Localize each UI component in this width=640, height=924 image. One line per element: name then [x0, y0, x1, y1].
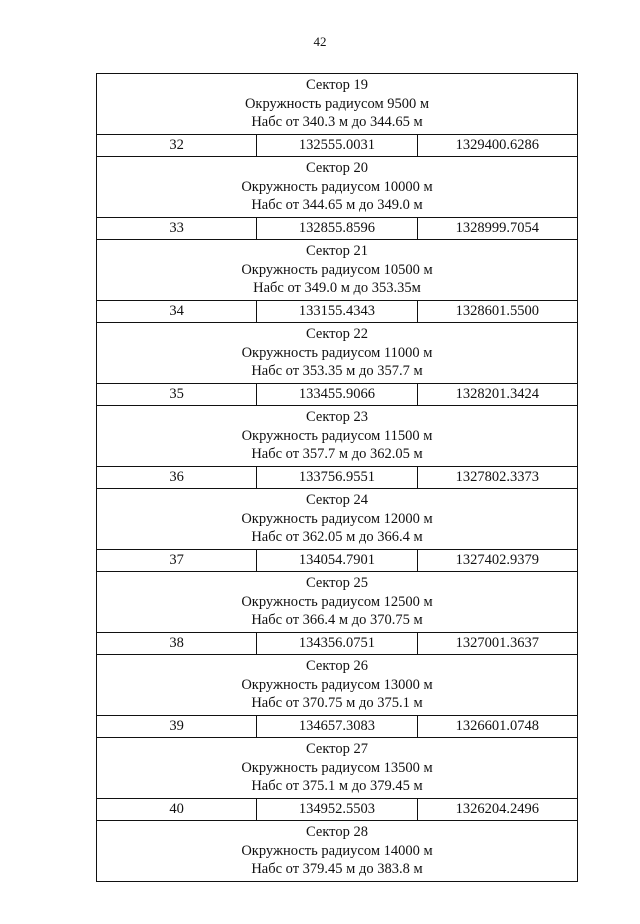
sector-row — [97, 572, 578, 633]
point-row — [97, 218, 578, 240]
point-row — [97, 384, 578, 406]
sector-radius: Окружность радиусом 11500 м — [241, 427, 433, 444]
sector-row — [97, 738, 578, 799]
point-number-cell: 32 — [97, 135, 257, 157]
sector-cell — [97, 406, 578, 467]
coordinates-table — [96, 73, 578, 882]
coordinate-y-cell: 1326601.0748 — [417, 716, 577, 738]
sector-radius: Окружность радиусом 11000 м — [241, 344, 433, 361]
sector-height-range: Набс от 344.65 м до 349.0 м — [251, 197, 423, 214]
sector-radius: Окружность радиусом 12500 м — [241, 593, 433, 610]
sector-cell — [97, 323, 578, 384]
coordinate-x-cell: 134054.7901 — [257, 550, 417, 572]
sector-row — [97, 74, 578, 135]
sector-title: Сектор 26 — [306, 658, 368, 675]
sector-radius: Окружность радиусом 13500 м — [241, 759, 433, 776]
sector-row — [97, 406, 578, 467]
coordinate-y-cell: 1328601.5500 — [417, 301, 577, 323]
sector-height-range: Набс от 370.75 м до 375.1 м — [251, 695, 423, 712]
point-row — [97, 799, 578, 821]
coordinate-y-cell: 1327402.9379 — [417, 550, 577, 572]
sector-radius: Окружность радиусом 10500 м — [241, 261, 433, 278]
sector-radius: Окружность радиусом 9500 м — [244, 95, 430, 112]
sector-title: Сектор 24 — [306, 492, 368, 509]
point-number-cell: 36 — [97, 467, 257, 489]
sector-title: Сектор 23 — [306, 409, 368, 426]
coordinate-x-cell: 134952.5503 — [257, 799, 417, 821]
sector-height-range: Набс от 349.0 м до 353.35м — [253, 280, 421, 297]
sector-cell — [97, 738, 578, 799]
coordinate-y-cell: 1326204.2496 — [417, 799, 577, 821]
sector-cell — [97, 74, 578, 135]
sector-height-range: Набс от 379.45 м до 383.8 м — [251, 861, 423, 878]
coordinate-x-cell: 133756.9551 — [257, 467, 417, 489]
sector-cell — [97, 240, 578, 301]
sector-radius: Окружность радиусом 13000 м — [241, 676, 433, 693]
coordinate-y-cell: 1328999.7054 — [417, 218, 577, 240]
point-row — [97, 550, 578, 572]
sector-row — [97, 489, 578, 550]
table-body — [97, 74, 578, 882]
sector-height-range: Набс от 353.35 м до 357.7 м — [251, 363, 423, 380]
point-row — [97, 633, 578, 655]
coordinate-x-cell: 133155.4343 — [257, 301, 417, 323]
point-number-cell: 37 — [97, 550, 257, 572]
point-number-cell: 34 — [97, 301, 257, 323]
point-row — [97, 135, 578, 157]
point-number-cell: 38 — [97, 633, 257, 655]
point-number-cell: 33 — [97, 218, 257, 240]
sector-radius: Окружность радиусом 12000 м — [241, 510, 433, 527]
sector-cell — [97, 572, 578, 633]
coordinate-x-cell: 132855.8596 — [257, 218, 417, 240]
sector-title: Сектор 28 — [306, 824, 368, 841]
point-row — [97, 716, 578, 738]
sector-height-range: Набс от 362.05 м до 366.4 м — [251, 529, 423, 546]
sector-title: Сектор 21 — [306, 243, 368, 260]
coordinate-y-cell: 1328201.3424 — [417, 384, 577, 406]
point-row — [97, 467, 578, 489]
sector-title: Сектор 25 — [306, 575, 368, 592]
sector-cell — [97, 821, 578, 882]
page-number: 42 — [313, 34, 327, 49]
coordinate-y-cell: 1327802.3373 — [417, 467, 577, 489]
sector-title: Сектор 19 — [306, 77, 368, 94]
point-row — [97, 301, 578, 323]
sector-cell — [97, 489, 578, 550]
sector-row — [97, 323, 578, 384]
sector-height-range: Набс от 375.1 м до 379.45 м — [251, 778, 423, 795]
sector-row — [97, 821, 578, 882]
coordinate-x-cell: 132555.0031 — [257, 135, 417, 157]
sector-title: Сектор 27 — [306, 741, 368, 758]
sector-cell — [97, 655, 578, 716]
sector-row — [97, 655, 578, 716]
sector-radius: Окружность радиусом 10000 м — [241, 178, 433, 195]
sector-height-range: Набс от 366.4 м до 370.75 м — [251, 612, 423, 629]
coordinate-x-cell: 133455.9066 — [257, 384, 417, 406]
sector-radius: Окружность радиусом 14000 м — [241, 842, 433, 859]
sector-row — [97, 240, 578, 301]
point-number-cell: 35 — [97, 384, 257, 406]
sector-title: Сектор 22 — [306, 326, 368, 343]
sector-height-range: Набс от 340.3 м до 344.65 м — [251, 114, 423, 131]
point-number-cell: 40 — [97, 799, 257, 821]
coordinate-x-cell: 134657.3083 — [257, 716, 417, 738]
coordinate-x-cell: 134356.0751 — [257, 633, 417, 655]
sector-cell — [97, 157, 578, 218]
coordinate-y-cell: 1327001.3637 — [417, 633, 577, 655]
sector-row — [97, 157, 578, 218]
coordinate-y-cell: 1329400.6286 — [417, 135, 577, 157]
sector-height-range: Набс от 357.7 м до 362.05 м — [251, 446, 423, 463]
sector-title: Сектор 20 — [306, 160, 368, 177]
point-number-cell: 39 — [97, 716, 257, 738]
